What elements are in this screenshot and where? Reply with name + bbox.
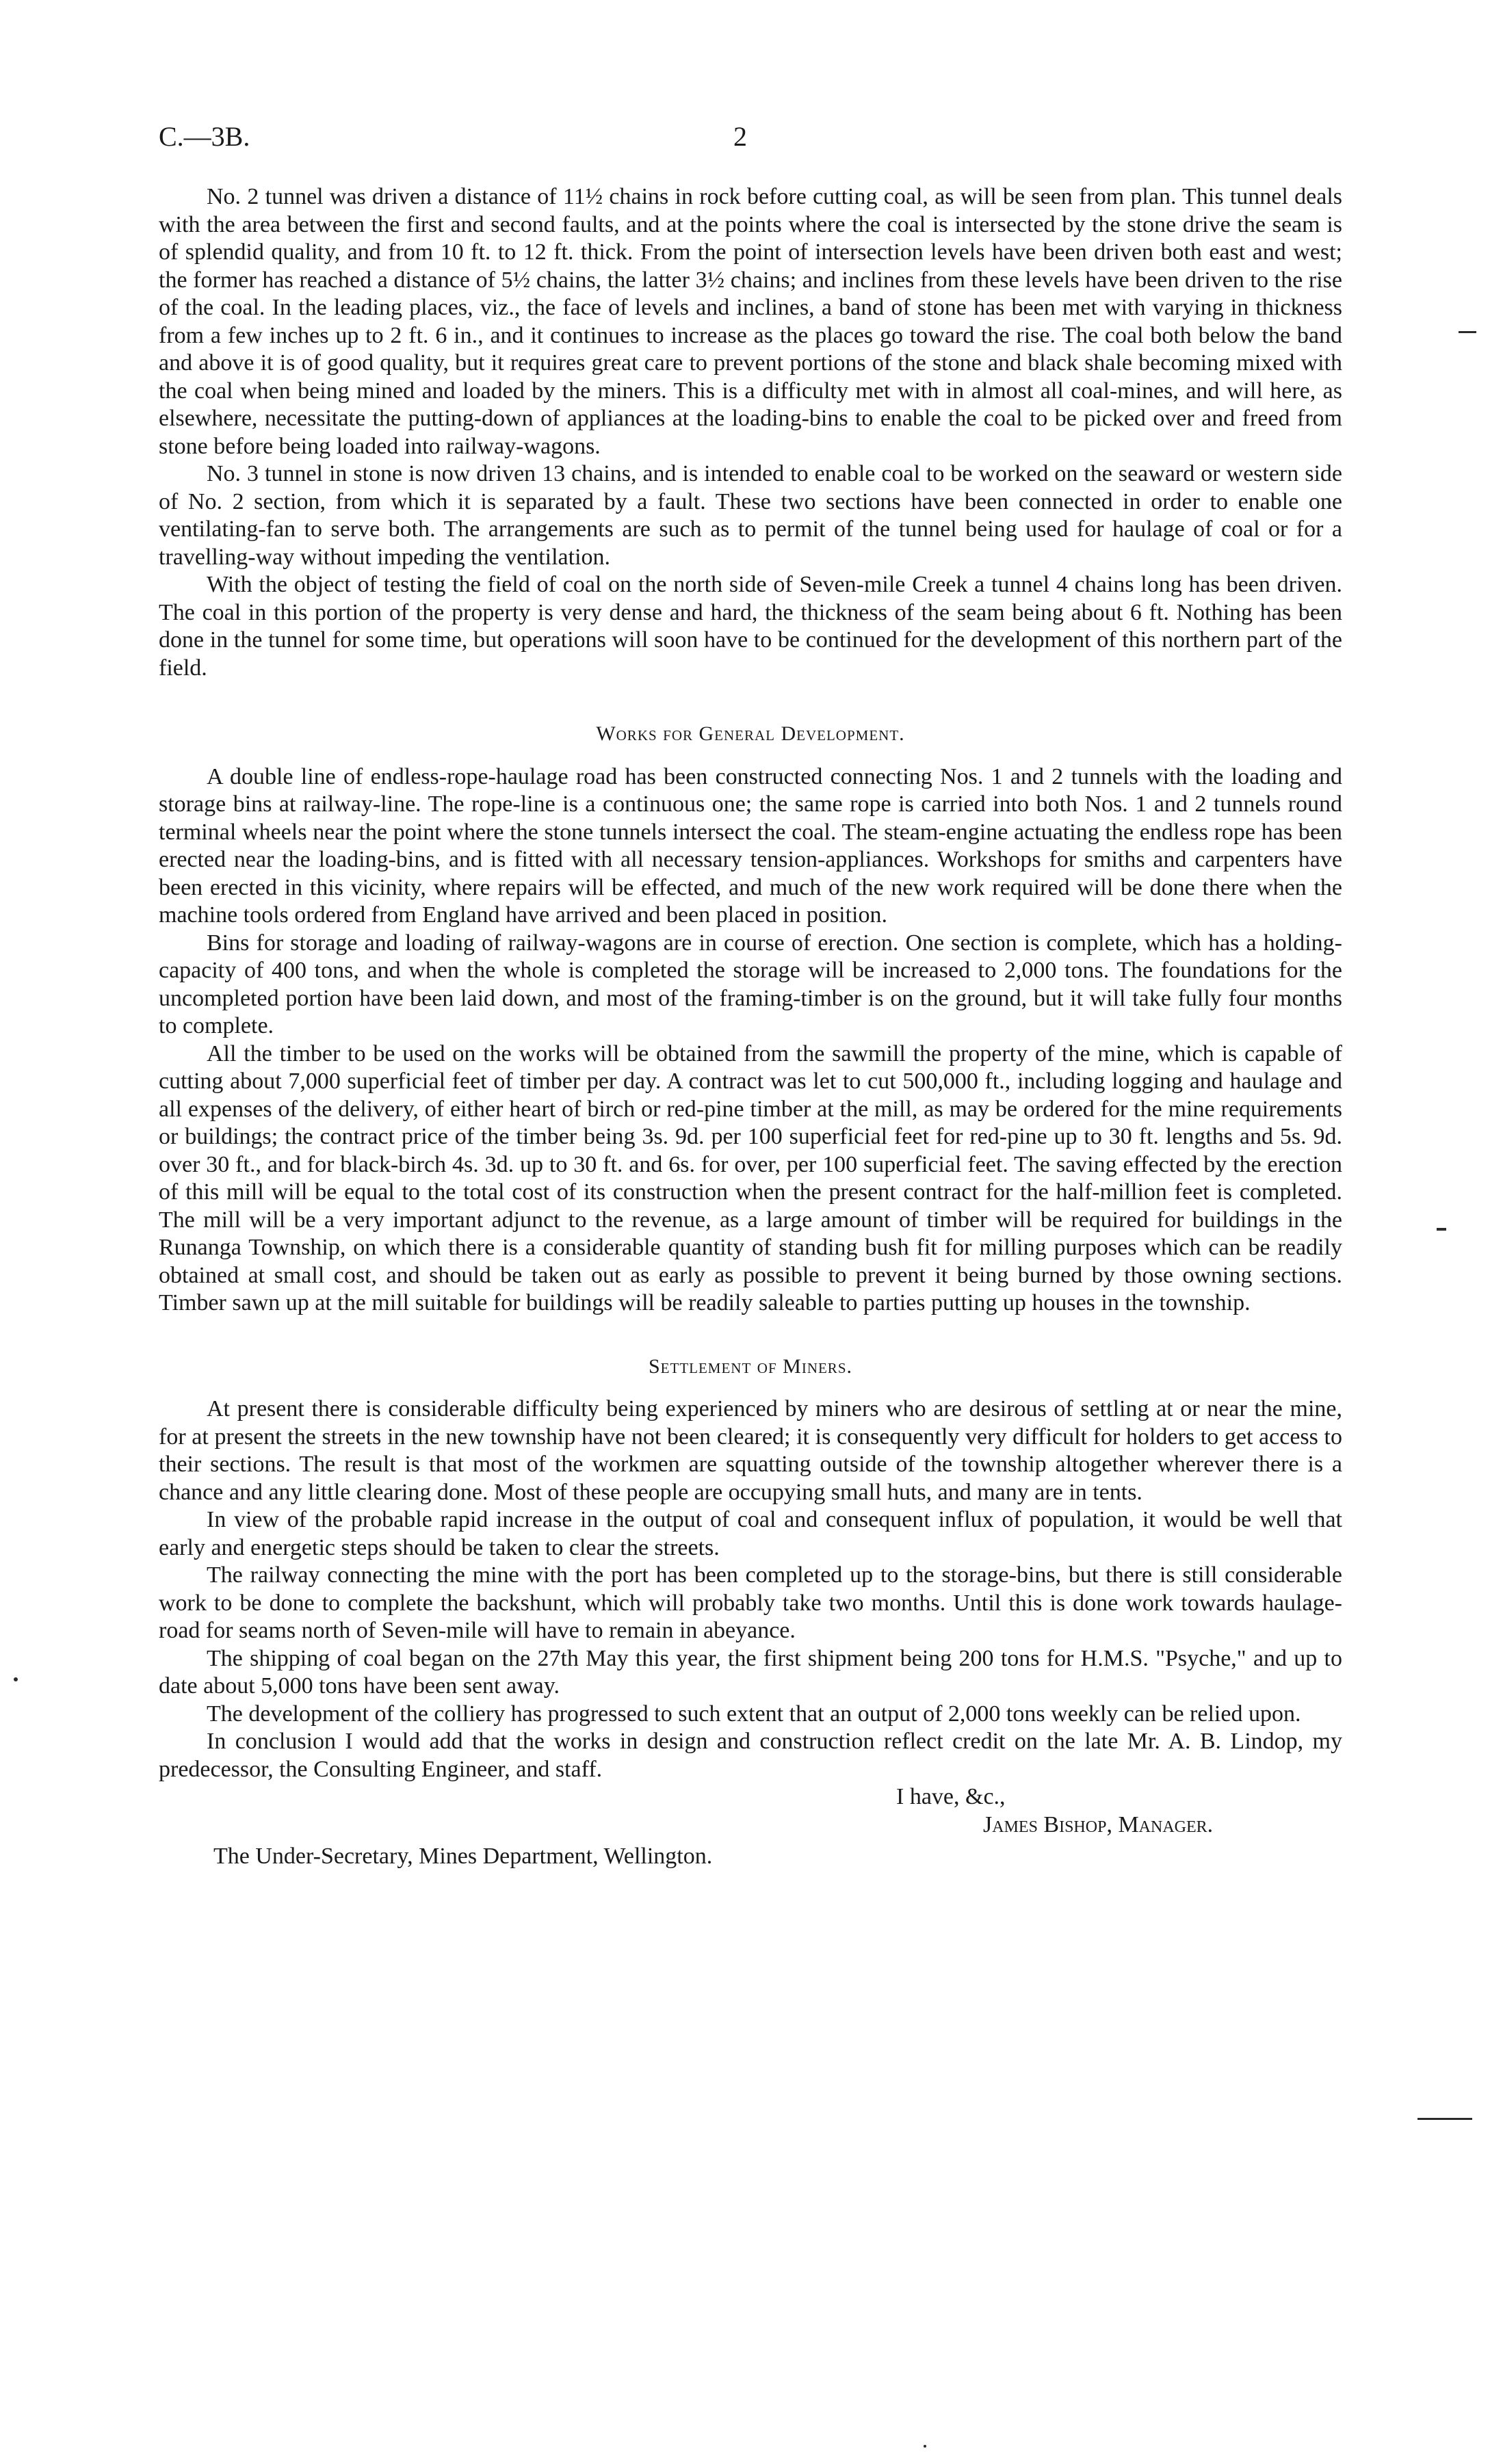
page-number: 2 [733, 121, 747, 152]
paragraph-no2-tunnel: No. 2 tunnel was driven a distance of 11½ chains in rock before cutting coal, as will be seen from plan. This tunnel deals with the area between the first and second faults, and at the points where the coal is intersected by the stone drive the seam is of splendid quality, and from 10 ft. to 12 ft. thick. From the point of intersection levels have been driven both east and west; the former has reached a distance of 5½ chains, the latter 3½ chains; and inclines from these levels have been driven to the rise of the coal. In the leading places, viz., the face of levels and inclines, a band of stone has been met with varying in thickness from a few inches up to 2 ft. 6 in., and it continues to increase as the places go toward the rise. The coal both below the band and above it is of good quality, but it requires great care to prevent portions of the stone and black shale becoming mixed with the coal when being mined and loaded by the miners. This is a difficulty met with in almost all coal-mines, and will here, as elsewhere, necessitate the putting-down of appliances at the loading-bins to enable the coal to be picked over and freed from stone before being loaded into railway-wagons. [159, 184, 1342, 459]
margin-dot-mark [14, 1677, 18, 1681]
paragraph-coal-shipping: The shipping of coal began on the 27th May this year, the first shipment being 200 tons for H.M.S. "Psyche," and up to date about 5,000 tons have been sent away. [159, 1645, 1342, 1699]
page-header [159, 120, 1349, 161]
paragraph-no3-tunnel: No. 3 tunnel in stone is now driven 13 chains, and is intended to enable coal to be worked on the seaward or western side of No. 2 section, from which it is separated by a fault. These two sections have been connected in order to enable one ventilating-fan to serve both. The arrangements are such as to permit of the tunnel being used for haulage of coal or for a travelling-way without impeding the ventilation. [159, 461, 1342, 570]
paragraph-railway: The railway connecting the mine with the port has been completed up to the storage-bins, but there is still considerable work to be done to complete the backshunt, which will probably take two months. Until this is done work towards haulage-road for seams north of Seven-mile will have to remain in abeyance. [159, 1562, 1342, 1643]
paragraph-settlement-difficulty: At present there is considerable difficulty being experienced by miners who are desirous of settling at or near the mine, for at present the streets in the new township have not been cleared; it is consequently very difficult for holders to get access to their sections. The result is that most of the workmen are squatting outside of the township altogether wherever there is a chance and any little clearing done. Most of these people are occupying small huts, and many are in tents. [159, 1396, 1342, 1505]
bottom-dot-mark [924, 2445, 926, 2448]
paragraph-conclusion: In conclusion I would add that the works in design and construction reflect credit on the late Mr. A. B. Lindop, my predecessor, the Consulting Engineer, and staff. [159, 1729, 1342, 1782]
addressee: The Under-Secretary, Mines Department, Wellington. [213, 1844, 713, 1869]
paragraph-colliery-output: The development of the colliery has progressed to such extent that an output of 2,000 tons weekly can be relied upon. [207, 1701, 1301, 1727]
paragraph-seven-mile-tunnel: With the object of testing the field of coal on the north side of Seven-mile Creek a tunnel 4 chains long has been driven. The coal in this portion of the property is very dense and hard, the thickness of the seam being about 6 ft. Nothing has been done in the tunnel for some time, but operations will soon have to be continued for the development of this northern part of the field. [159, 572, 1342, 681]
margin-dash-mark [1459, 331, 1476, 333]
margin-tick-mark [1437, 1228, 1446, 1231]
margin-dash-mark-lower [1417, 2118, 1472, 2120]
signature: James Bishop, Manager. [983, 1811, 1214, 1837]
paragraph-rope-haulage: A double line of endless-rope-haulage road has been constructed connecting Nos. 1 and 2 tunnels with the loading and storage bins at railway-line. The rope-line is a continuous one; the same rope is carried into both Nos. 1 and 2 tunnels round terminal wheels near the point where the stone tunnels intersect the coal. The steam-engine actuating the endless rope has been erected near the loading-bins, and is fitted with all necessary tension-appliances. Workshops for smiths and carpenters have been erected in this vicinity, where repairs will be effected, and much of the new work required will be done there when the machine tools ordered from England have arrived and been placed in position. [159, 763, 1342, 928]
closing-salutation: I have, &c., [896, 1784, 1006, 1809]
document-body [159, 183, 1342, 1871]
paragraph-storage-bins: Bins for storage and loading of railway-wagons are in course of erection. One section is complete, which has a holding-capacity of 400 tons, and when the whole is completed the storage will be increased to 2,000 tons. The foundations for the uncompleted portion have been laid down, and most of the framing-timber is on the ground, but it will take fully four months to complete. [159, 930, 1342, 1038]
section-heading-general-development: Works for General Development. [596, 722, 905, 745]
paragraph-population-increase: In view of the probable rapid increase in the output of coal and consequent influx of population, it would be well that early and energetic steps should be taken to clear the streets. [159, 1507, 1342, 1560]
paper-reference: C.—3B. [159, 121, 250, 152]
section-heading-settlement: Settlement of Miners. [648, 1354, 852, 1378]
paragraph-sawmill-timber: All the timber to be used on the works will be obtained from the sawmill the property of the mine, which is capable of cutting about 7,000 superficial feet of timber per day. A contract was let to cut 500,000 ft., including logging and haulage and all expenses of the delivery, of either heart of birch or red-pine timber at the mill, as may be ordered for the mine requirements or buildings; the contract price of the timber being 3s. 9d. per 100 superficial feet for red-pine up to 30 ft. lengths and 5s. 9d. over 30 ft., and for black-birch 4s. 3d. up to 30 ft. and 6s. for over, per 100 superficial feet. The saving effected by the erection of this mill will be equal to the total cost of its construction when the present contract for the half-million feet is completed. The mill will be a very important adjunct to the revenue, as a large amount of timber will be required for buildings in the Runanga Township, on which there is a considerable quantity of standing bush fit for milling purposes which can be readily obtained at small cost, and should be taken out as early as possible to prevent it being burned by those owning sections. Timber sawn up at the mill suitable for buildings will be readily saleable to parties putting up houses in the township. [159, 1040, 1342, 1315]
